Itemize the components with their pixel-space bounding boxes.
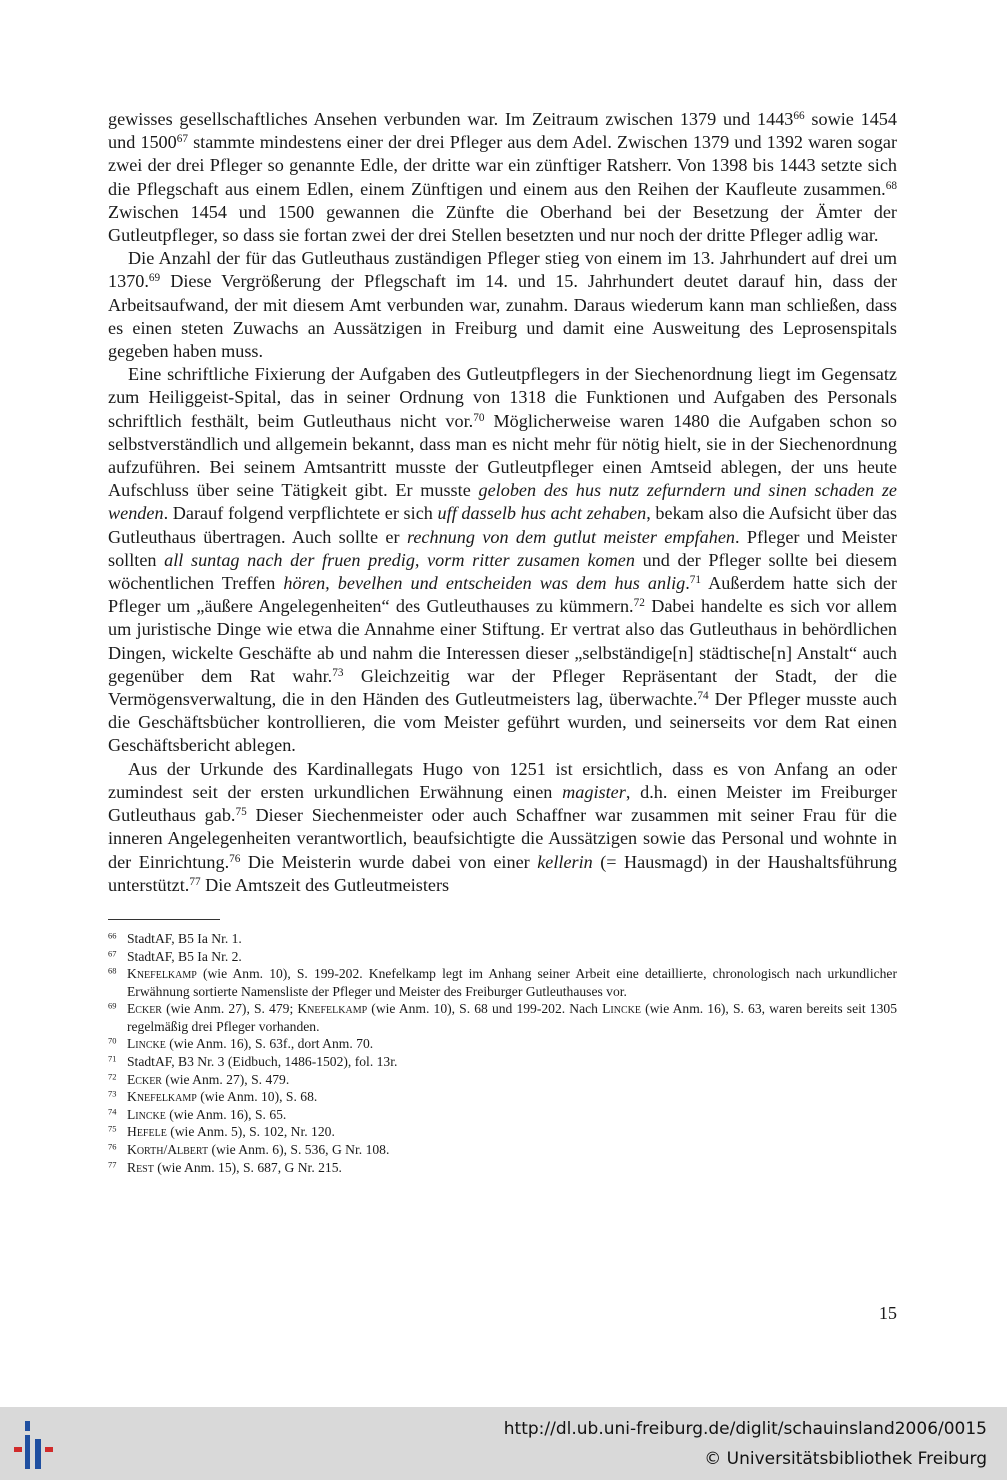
footnote-ref[interactable]: 76 (229, 852, 241, 865)
text-run: sowie 1454 und 1500 (108, 109, 897, 153)
footnote-number (108, 1053, 127, 1071)
footnote-number (108, 965, 127, 1000)
footnote (108, 1159, 897, 1177)
author-name: Knefelkamp (297, 1001, 368, 1017)
text-run: (wie Anm. 16), S. 65. (165, 1106, 287, 1122)
author-name: Knefelkamp (127, 1089, 197, 1105)
paragraph (108, 758, 897, 897)
quoted-source-text: uff dasselb hus acht zehaben (437, 503, 647, 524)
text-run: (wie Anm. 27), S. 479. (161, 1071, 290, 1087)
author-name: Knefelkamp (127, 966, 197, 982)
text-run: . Pfleger und Meister sollten (108, 526, 898, 570)
footnote-ref[interactable]: 73 (332, 666, 344, 679)
footnote (108, 1088, 897, 1106)
footnote-number (108, 1141, 127, 1159)
footnote-number (108, 1106, 127, 1124)
text-run: Dabei handelte es sich vor allem um juristische Dinge wie etwa die Annahme einer Stiftung. Er vertrat also das Gutleuthaus in behördlichen Dingen, wickelte Geschäfte ab und nahm die Interessen dieser „selbständige[n] städtische[n] Anstalt“ auch gegenüber dem Rat wahr. (108, 596, 897, 686)
footnote-text (127, 1106, 897, 1124)
text-run: , d.h. einen Meister im Freiburger Gutleuthaus gab. (108, 781, 898, 826)
author-name: Korth/Albert (127, 1142, 209, 1158)
text-run: Aus der Urkunde des Kardinallegats Hugo von 1251 ist ersichtlich, dass es von Anfang an oder zumindest seit der ersten urkundlichen Erwähnung einen (108, 758, 897, 802)
text-run: Die Anzahl der für das Gutleuthaus zuständigen Pfleger stieg von einem im 13. Jahrhundert auf drei um 1370. (108, 248, 897, 292)
text-run: (wie Anm. 10), S. 68 und 199-202. Nach (367, 1001, 603, 1017)
footnote-text (127, 1071, 897, 1089)
footnote (108, 1071, 897, 1089)
ub-freiburg-logo-icon (12, 1419, 64, 1471)
author-name: Lincke (127, 1036, 166, 1052)
body-text (108, 108, 897, 897)
quoted-source-text: all suntag nach der fruen predig, vorm ritter zusamen komen (164, 549, 635, 570)
text-run: StadtAF, B3 Nr. 3 (Eidbuch, 1486-1502), fol. 13r. (127, 1054, 398, 1070)
author-name: Ecker (127, 1001, 162, 1017)
text-run: (wie Anm. 15), S. 687, G Nr. 215. (153, 1159, 342, 1175)
text-run: , bekam also die Aufsicht über das Gutleuthaus übertragen. Auch sollte er (108, 503, 897, 547)
footnote-number-sup: 66 (108, 930, 117, 941)
text-run: . (685, 573, 690, 594)
footnote (108, 1106, 897, 1124)
text-run: Die Amtszeit des Gutleutmeisters (200, 874, 450, 895)
footnote-text (127, 948, 897, 966)
quoted-source-text: hören, bevelhen und entscheiden was dem hus anlig (283, 573, 686, 594)
footnote (108, 948, 897, 966)
footnote-ref[interactable]: 70 (473, 411, 485, 424)
quoted-source-text: magister (562, 781, 626, 802)
footnote (108, 1035, 897, 1053)
footnote-number-sup: 68 (108, 965, 117, 976)
footnote-number (108, 1123, 127, 1141)
footnotes (108, 930, 897, 1176)
text-run: (wie Anm. 10), S. 199-202. Knefelkamp legt im Anhang seiner Arbeit eine detaillierte, chronologisch nach urkundlicher Erwähnung sortierte Namensliste der Pfleger und Meister des Freiburger Gutleuthauses vor. (127, 966, 897, 999)
text-run: stammte mindestens einer der drei Pfleger aus dem Adel. Zwischen 1379 und 1392 waren sogar zwei der drei Pfleger so genannte Edle, der dritte war ein zünftiger Ratsherr. Von 1398 bis 1443 setzte sich die Pflegschaft aus einem Edlen, einem Zünftigen und einem aus den Reihen der Kaufleute zusammen. (108, 132, 897, 199)
footnote-text (127, 965, 897, 1000)
footnote-number-sup: 74 (108, 1106, 117, 1117)
footnote-text (127, 1053, 897, 1071)
source-url-link[interactable]: http://dl.ub.uni-freiburg.de/diglit/schauinsland2006/0015 (503, 1419, 987, 1439)
footnote-number-sup: 69 (108, 1000, 117, 1011)
footnote-number (108, 1088, 127, 1106)
text-run: (wie Anm. 6), S. 536, G Nr. 108. (208, 1142, 390, 1158)
footnote-text (127, 1035, 897, 1053)
author-name: Hefele (127, 1124, 167, 1140)
quoted-source-text: rechnung von dem gutlut meister empfahen (406, 526, 736, 547)
text-run: Zwischen 1454 und 1500 gewannen die Zünfte die Oberhand bei der Besetzung der Ämter der Gutleutpfleger, so dass sie fortan zwei der drei Stellen besetzten und nur noch der dritte Pfleger adlig war. (108, 201, 897, 246)
copyright-text: © Universitätsbibliothek Freiburg (704, 1449, 987, 1469)
text-run: (wie Anm. 27), S. 479; (161, 1001, 298, 1017)
paragraph (108, 247, 897, 363)
footnote-number (108, 1000, 127, 1035)
author-name: Rest (127, 1159, 154, 1175)
footnote-ref[interactable]: 67 (176, 133, 188, 145)
footnote-ref[interactable]: 74 (697, 689, 709, 702)
footnote (108, 1000, 897, 1035)
document-page (108, 108, 897, 1176)
text-run: (wie Anm. 10), S. 68. (196, 1089, 318, 1105)
footnote-number (108, 1071, 127, 1089)
footnote-number-sup: 67 (108, 947, 117, 958)
footnote-number-sup: 71 (108, 1053, 117, 1064)
footnote-number-sup: 76 (108, 1141, 117, 1152)
page-number: 15 (878, 1303, 897, 1323)
text-run: . Darauf folgend verpflichtete er sich (163, 503, 438, 524)
footnote (108, 930, 897, 948)
footnote (108, 1141, 897, 1159)
footnote-text (127, 1159, 897, 1177)
text-run: (wie Anm. 16), S. 63, waren bereits seit 1305 regelmäßig drei Pfleger vorhanden. (127, 1001, 897, 1034)
text-run: (wie Anm. 5), S. 102, Nr. 120. (166, 1124, 335, 1140)
footnote-text (127, 1000, 897, 1035)
footnote-number-sup: 77 (108, 1159, 117, 1169)
footnote-number-sup: 70 (108, 1035, 117, 1046)
text-run: (= Hausmagd) in der Haushaltsführung unterstützt. (108, 851, 897, 895)
footnote-ref[interactable]: 75 (235, 805, 247, 818)
footnote-ref[interactable]: 71 (689, 573, 702, 586)
paragraph (108, 363, 897, 757)
footnote-ref[interactable]: 69 (148, 272, 161, 285)
author-name: Lincke (127, 1106, 166, 1122)
author-name: Ecker (127, 1071, 162, 1087)
footnote-ref[interactable]: 66 (793, 109, 805, 122)
text-run: Möglicherweise waren 1480 die Aufgaben schon so selbstverständlich und allgemein bekannt, dass man es nicht mehr für nötig hielt, sie in der Siechenordnung aufzuführen. Bei seinem Amtsantritt musste der Gutleutpfleger einen Amtseid ablegen, der uns heute Aufschluss über seine Tätigkeit gibt. Er musste (108, 410, 897, 501)
footnote (108, 1053, 897, 1071)
text-run: Gleichzeitig war der Pfleger Repräsentant der Stadt, der die Vermögensverwaltung, die in den Händen des Gutleutmeisters lag, überwachte. (108, 665, 897, 710)
footnote-number-sup: 72 (108, 1071, 117, 1082)
footnote-ref[interactable]: 72 (633, 597, 645, 610)
footnote-number-sup: 75 (108, 1123, 117, 1134)
footnote-text (127, 1123, 897, 1141)
footnote (108, 1123, 897, 1141)
footnote-separator (108, 919, 220, 920)
text-run: gewisses gesellschaftliches Ansehen verbunden war. Im Zeitraum zwischen 1379 und 1443 (108, 109, 794, 129)
text-run: StadtAF, B5 Ia Nr. 2. (127, 948, 242, 964)
footnote-number (108, 1035, 127, 1053)
text-run: StadtAF, B5 Ia Nr. 1. (127, 930, 242, 946)
text-run: Außerdem hatte sich der Pfleger um „äußere Angelegenheiten“ des Gutleuthauses zu kümmern. (108, 573, 897, 617)
footer-bar (0, 1407, 1007, 1480)
footnote-ref[interactable]: 68 (885, 179, 897, 192)
author-name: Lincke (602, 1001, 641, 1017)
quoted-source-text: kellerin (537, 851, 593, 872)
text-run: Diese Vergrößerung der Pflegschaft im 14. und 15. Jahrhundert deutet darauf hin, dass der Arbeitsaufwand, der mit diesem Amt verbunden war, zunahm. Daraus wiederum kann man schließen, dass es einen steten Zuwachs an Aussätzigen in Freiburg und damit eine Ausweitung des Leprosenspitals gegeben haben muss. (108, 271, 897, 362)
text-run: Dieser Siechenmeister oder auch Schaffner war zusammen mit seiner Frau für die inneren Angelegenheiten verantwortlich, beaufsichtigte die Aussätzigen sowie das Personal und wohnte in der Einrichtung. (108, 805, 897, 872)
text-run: Eine schriftliche Fixierung der Aufgaben des Gutleutpflegers in der Siechenordnung liegt im Gegensatz zum Heiliggeist-Spital, das in seiner Ordnung von 1318 die Funktionen und Aufgaben des Personals schriftlich festhält, beim Gutleuthaus nicht vor. (108, 364, 897, 431)
footnote-number (108, 930, 127, 948)
footnote-number-sup: 73 (108, 1088, 117, 1099)
paragraph (108, 108, 897, 247)
text-run: und der Pfleger sollte bei diesem wöchentlichen Treffen (108, 549, 897, 594)
footnote-number (108, 1159, 127, 1177)
text-run: (wie Anm. 16), S. 63f., dort Anm. 70. (165, 1036, 374, 1052)
footnote-ref[interactable]: 77 (189, 875, 201, 888)
text-run: Der Pfleger musste auch die Geschäftsbücher kontrollieren, die vom Meister geführt wurden, und seinerseits vor dem Rat einen Geschäftsbericht ablegen. (108, 689, 898, 756)
footnote-text (127, 930, 897, 948)
text-run: Die Meisterin wurde dabei von einer (240, 851, 538, 872)
footnote (108, 965, 897, 1000)
footnote-text (127, 1088, 897, 1106)
footnote-text (127, 1141, 897, 1159)
footnote-number (108, 948, 127, 966)
quoted-source-text: geloben des hus nutz zefurndern und sinen schaden ze wenden (108, 480, 897, 524)
